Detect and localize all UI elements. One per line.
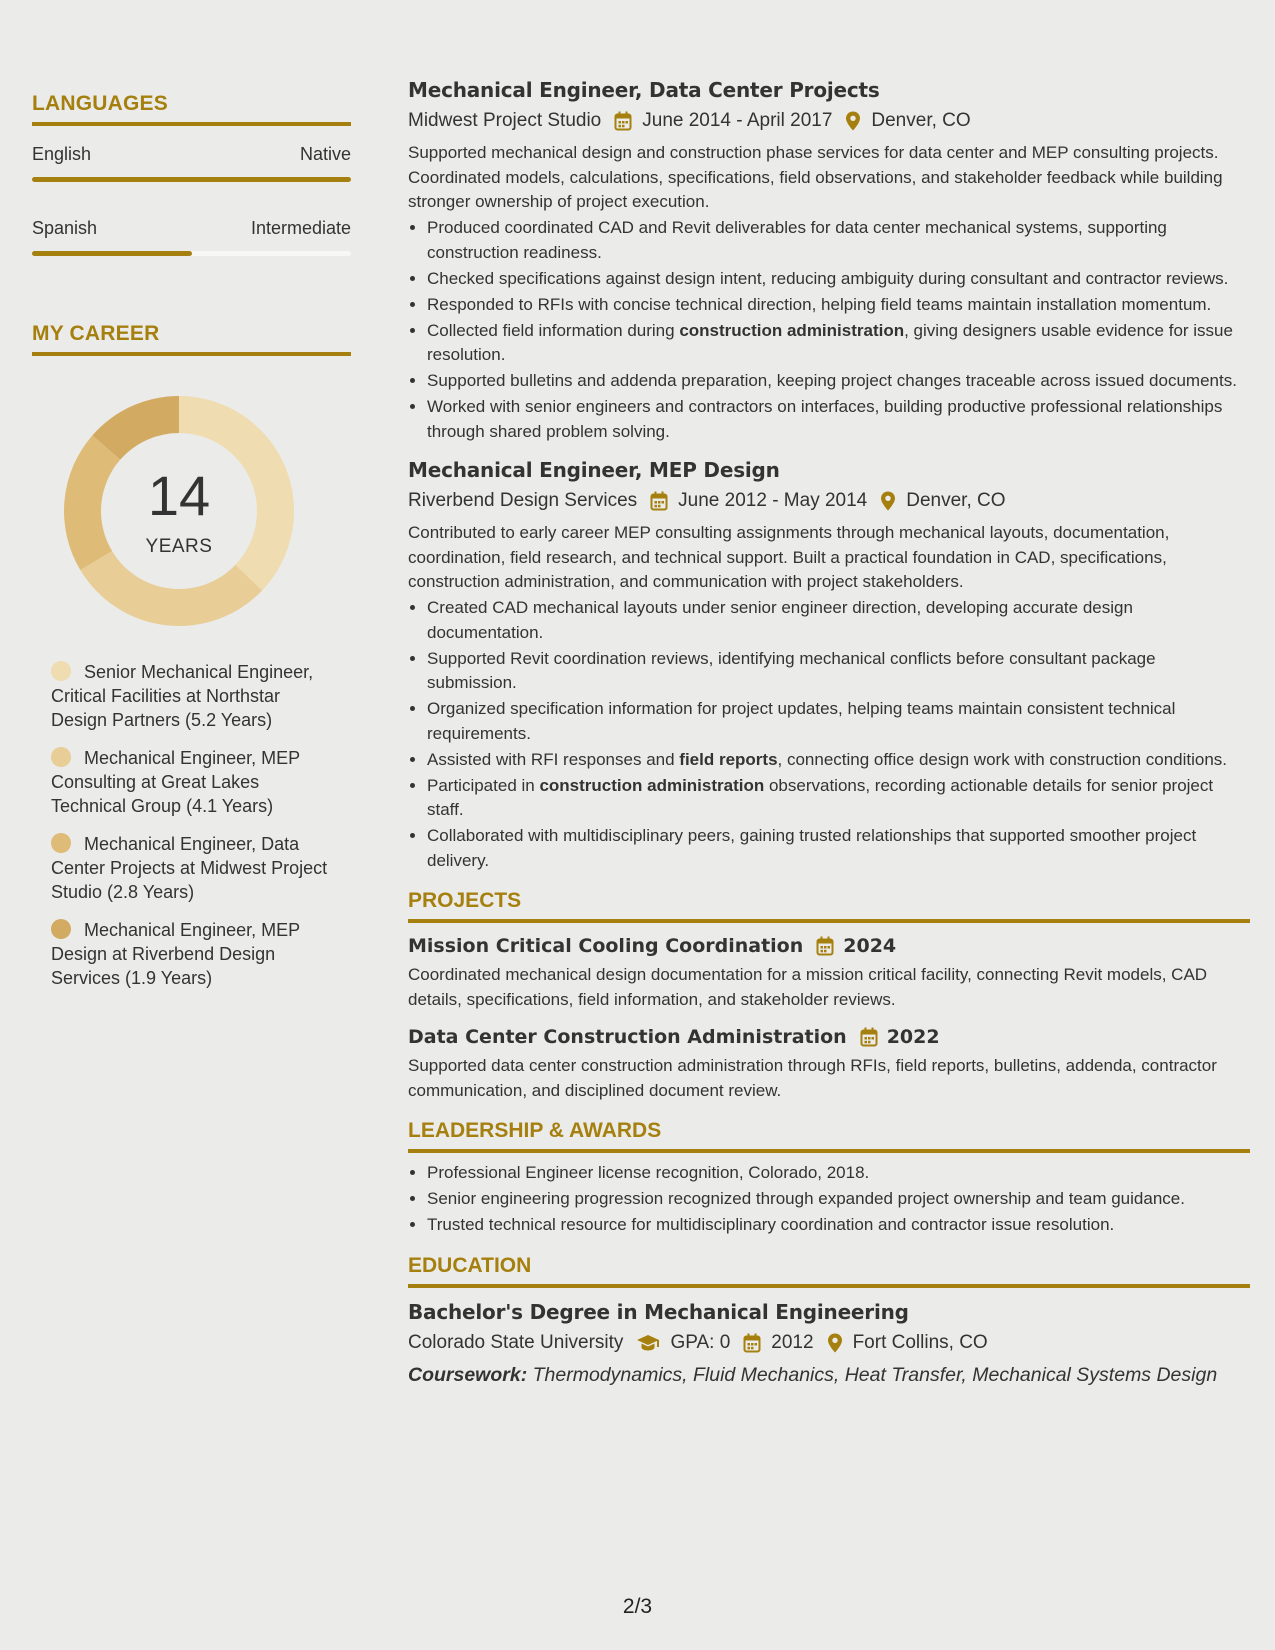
school-name: Colorado State University	[408, 1331, 624, 1353]
company-name: Midwest Project Studio	[408, 110, 602, 131]
graduation-year: 2012	[771, 1331, 814, 1353]
languages-heading: LANGUAGES	[32, 92, 351, 126]
experience-entry	[408, 78, 1250, 444]
company-name: Riverbend Design Services	[408, 490, 638, 511]
leadership-item: • Trusted technical resource for multidisciplinary coordination and contractor issue resolution.	[427, 1213, 1250, 1238]
job-bullet: • Collected field information during construction administration, giving designers usable evidence for issue resolution.	[427, 319, 1250, 368]
location-pin-icon	[880, 491, 896, 511]
job-bullet: • Produced coordinated CAD and Revit deliverables for data center mechanical systems, supporting construction readiness.	[427, 216, 1250, 265]
experience-entry	[408, 458, 1250, 873]
job-bullet: • Supported Revit coordination reviews, identifying mechanical conflicts before consultant package submission.	[427, 647, 1250, 696]
leadership-section	[408, 1119, 1250, 1238]
job-summary: Contributed to early career MEP consulting assignments through mechanical layouts, documentation, coordination, field research, and technical support. Built a practical foundation in CAD, specifications, construction administration, and communication with project stakeholders.	[408, 523, 1170, 591]
page-number: 2/3	[622, 1595, 653, 1618]
project-year: 2024	[843, 935, 897, 957]
career-years-total: 14	[147, 464, 211, 527]
location-pin-icon	[827, 1333, 843, 1353]
leadership-heading: LEADERSHIP & AWARDS	[408, 1119, 1250, 1153]
degree-title: Bachelor's Degree in Mechanical Engineering	[408, 1299, 909, 1324]
project-name: Mission Critical Cooling Coordination	[408, 935, 804, 957]
language-english	[32, 144, 351, 182]
education-location: Fort Collins, CO	[852, 1331, 988, 1353]
career-heading: MY CAREER	[32, 322, 351, 356]
legend-label: Mechanical Engineer, Data Center Projects at Midwest Project Studio (2.8 Years)	[51, 834, 328, 902]
project-description: Supported data center construction administration through RFIs, field reports, bulletins, addenda, contractor communication, and disciplined document review.	[408, 1056, 1217, 1100]
calendar-icon	[614, 111, 632, 131]
job-bullet: • Participated in construction administration observations, recording actionable details for senior project staff.	[427, 774, 1250, 823]
legend-item	[51, 832, 331, 904]
job-bullet: • Worked with senior engineers and contractors on interfaces, building productive professional relationships through shared problem solving.	[427, 395, 1250, 444]
job-summary: Supported mechanical design and construction phase services for data center and MEP consulting projects. Coordinated models, calculations, specifications, field observations, and stakeholder feedback while building stronger ownership of project execution.	[408, 143, 1223, 211]
leadership-list	[408, 1161, 1250, 1238]
job-dates: June 2012 - May 2014	[678, 490, 868, 511]
job-bullets	[408, 216, 1250, 444]
language-level: Intermediate	[250, 218, 351, 238]
calendar-icon	[650, 491, 668, 511]
job-bullet: • Collaborated with multidisciplinary peers, gaining trusted relationships that supported smoother project delivery.	[427, 824, 1250, 873]
gpa: GPA: 0	[670, 1331, 731, 1353]
leadership-item: • Senior engineering progression recognized through expanded project ownership and team guidance.	[427, 1187, 1250, 1212]
education-section	[408, 1254, 1250, 1387]
job-bullet: • Organized specification information for project updates, helping teams maintain consistent technical requirements.	[427, 697, 1250, 746]
job-bullet: • Responded to RFIs with concise technical direction, helping field teams maintain installation momentum.	[427, 293, 1250, 318]
legend-label: Mechanical Engineer, MEP Design at Riverbend Design Services (1.9 Years)	[51, 920, 300, 988]
job-location: Denver, CO	[871, 110, 971, 131]
donut-segment-1	[80, 551, 262, 626]
project-entry	[408, 1026, 1250, 1103]
legend-label: Mechanical Engineer, MEP Consulting at Great Lakes Technical Group (4.1 Years)	[51, 748, 300, 816]
job-title: Mechanical Engineer, Data Center Projects	[408, 78, 880, 102]
project-name: Data Center Construction Administration	[408, 1026, 847, 1048]
language-bar-fill	[32, 177, 351, 182]
language-spanish	[32, 218, 351, 256]
project-year: 2022	[886, 1026, 940, 1048]
graduation-cap-icon	[636, 1334, 660, 1352]
sidebar	[32, 92, 351, 1004]
career-donut-chart	[64, 396, 294, 626]
career-years-unit: YEARS	[145, 536, 213, 557]
projects-heading: PROJECTS	[408, 889, 1250, 923]
language-bar	[32, 177, 351, 182]
job-title: Mechanical Engineer, MEP Design	[408, 458, 780, 482]
calendar-icon	[816, 936, 834, 956]
legend-dot	[51, 833, 71, 853]
language-bar	[32, 251, 351, 256]
coursework-label: Coursework:	[408, 1363, 528, 1386]
legend-item	[51, 660, 331, 732]
education-meta	[408, 1332, 1250, 1354]
leadership-item: • Professional Engineer license recognition, Colorado, 2018.	[427, 1161, 1250, 1186]
legend-label: Senior Mechanical Engineer, Critical Facilities at Northstar Design Partners (5.2 Years)	[51, 662, 314, 730]
legend-item	[51, 746, 331, 818]
project-entry	[408, 935, 1250, 1012]
job-meta	[408, 110, 1250, 132]
location-pin-icon	[845, 111, 861, 131]
job-bullets	[408, 596, 1250, 873]
education-heading: EDUCATION	[408, 1254, 1250, 1288]
language-level: Native	[299, 144, 351, 164]
language-name: English	[32, 144, 92, 164]
legend-dot	[51, 661, 71, 681]
coursework	[408, 1364, 1250, 1387]
job-dates: June 2014 - April 2017	[642, 110, 833, 131]
projects-section	[408, 889, 1250, 1103]
career-legend	[51, 660, 331, 990]
job-meta	[408, 490, 1250, 512]
job-bullet: • Assisted with RFI responses and field reports, connecting office design work with construction conditions.	[427, 748, 1250, 773]
main-content	[408, 78, 1250, 1387]
calendar-icon	[860, 1027, 878, 1047]
coursework-list: Thermodynamics, Fluid Mechanics, Heat Transfer, Mechanical Systems Design	[527, 1363, 1218, 1386]
legend-item	[51, 918, 331, 990]
job-bullet: • Checked specifications against design intent, reducing ambiguity during consultant and contractor reviews.	[427, 267, 1250, 292]
calendar-icon	[743, 1333, 761, 1353]
job-location: Denver, CO	[906, 490, 1006, 511]
job-bullet: • Supported bulletins and addenda preparation, keeping project changes traceable across issued documents.	[427, 369, 1250, 394]
project-description: Coordinated mechanical design documentation for a mission critical facility, connecting Revit models, CAD details, specifications, field information, and stakeholder reviews.	[408, 965, 1208, 1009]
language-bar-fill	[32, 251, 192, 256]
legend-dot	[51, 919, 71, 939]
language-name: Spanish	[32, 218, 98, 238]
legend-dot	[51, 747, 71, 767]
job-bullet: • Created CAD mechanical layouts under senior engineer direction, developing accurate design documentation.	[427, 596, 1250, 645]
